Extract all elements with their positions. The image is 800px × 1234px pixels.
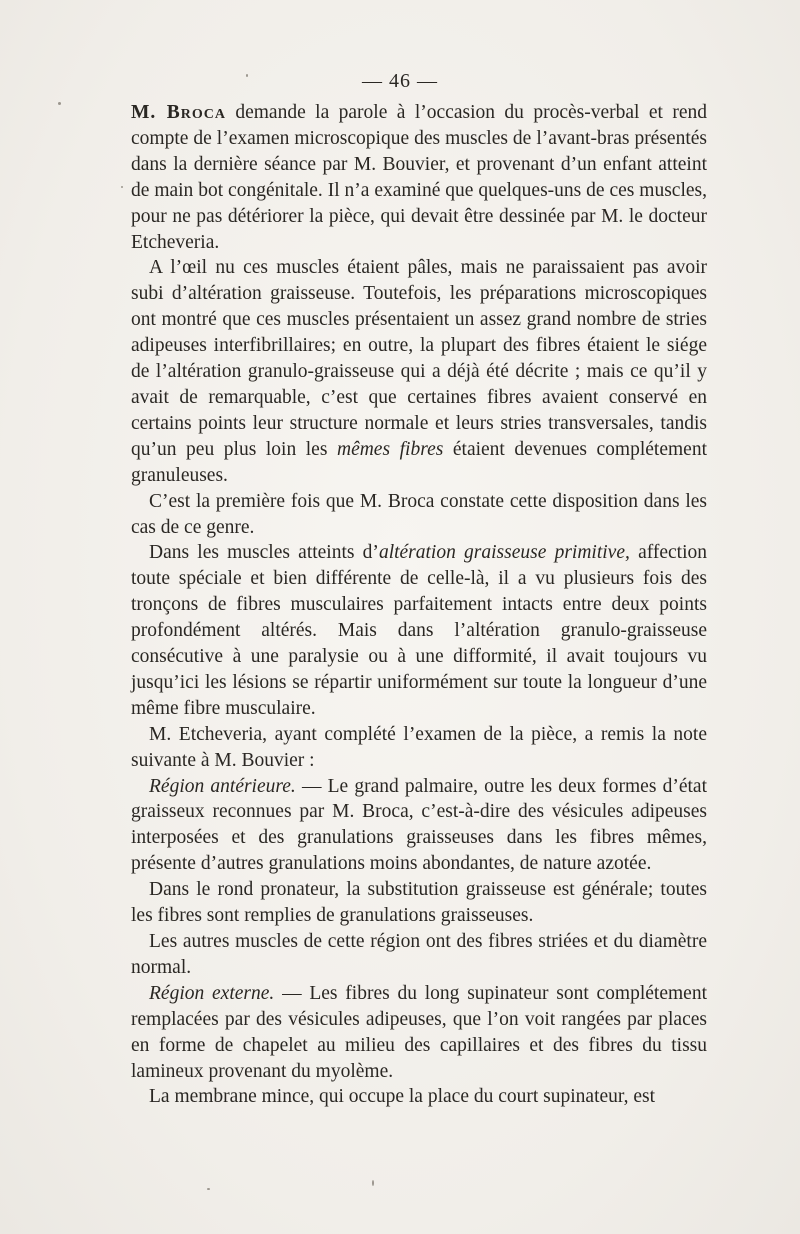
paragraph-text: C’est la première fois que M. Broca constate cette disposition dans les cas de ce genre. [131,490,707,538]
paragraph-text: — Le grand palmaire, outre les deux formes d’état graisseux reconnues par M. Broca, c’est-à-dire des vésicules adipeuses interposées et des granulations graisseuses dans les fibres mêmes, présente d’autres granulations moins abondantes, de nature azotée. [131,775,707,875]
paragraph-primitive-alteration [131,540,707,721]
paper-speck [58,102,61,105]
paragraph-other-muscles [131,929,707,981]
paragraph-text: — Les fibres du long supinateur sont complétement remplacées par des vésicules adipeuses, que l’on voit rangées par places en forme de chapelet au milieu des capillaires et des fibres du tissu lamineux provenant du myolème. [131,982,707,1082]
paragraph-broca-report [131,100,707,255]
paragraph-text: M. Etcheveria, ayant complété l’examen de la pièce, a remis la note suivante à M. Bouvier : [131,723,707,771]
paper-speck [246,74,248,77]
paragraph-etcheveria-note [131,722,707,774]
paragraph-round-pronator [131,877,707,929]
paragraph-text: Les autres muscles de cette région ont des fibres striées et du diamètre normal. [131,931,707,978]
paragraph-text: Dans le rond pronateur, la substitution graisseuse est générale; toutes les fibres sont remplies de granulations graisseuses. [131,879,707,927]
paragraph-text: demande la parole à l’occasion du procès-verbal et rend compte de l’examen microscopique des muscles de l’avant-bras présentés dans la dernière séance par M. Bouvier, et provenant d’un enfant atteint de main bot congénitale. Il n’a examiné que quelques-uns de ces muscles, pour ne pas détériorer la pièce, qui devait être dessinée par M. le docteur Etcheveria. [131,102,707,253]
paragraph-text: étaient devenues complétement granuleuses. [131,438,707,486]
paragraph-external-region [131,981,707,1085]
paper-speck [207,1188,210,1190]
paper-speck [121,186,123,188]
paragraph-text: Dans les muscles atteints d’ [149,542,379,564]
paragraph-text: affection toute spéciale et bien différente de celle-là, il a vu plusieurs fois des tronçons de fibres musculaires parfaitement intacts entre deux points profondément altérés. Mais dans l’altération granulo-graisseuse consécutive à une paralysie ou à une difformité, il avait toujours vu jusqu’ici les lésions se répartir uniformément sur toute la longueur d’une même fibre musculaire. [131,542,708,719]
paragraph-anterior-region [131,774,707,878]
page-number: — 46 — [362,70,438,92]
speaker-name: M. Broca [131,102,226,123]
body-text [131,100,707,1110]
paragraph-thin-membrane [131,1084,707,1110]
emphasis-text: mêmes fibres [336,438,444,460]
paragraph-text: A l’œil nu ces muscles étaient pâles, mais ne paraissaient pas avoir subi d’altération graisseuse. Toutefois, les préparations microscopiques ont montré que ces muscles présentaient un assez grand nombre de stries adipeuses interfibrillaires; en outre, la plupart des fibres étaient le siége de l’altération granulo-graisseuse qui a déjà été décrite ; mais ce qu’il y avait de remarquable, c’est que certaines fibres avaient conservé en certains points leur structure normale et leurs stries transversales, tandis qu’un peu plus loin les [131,257,707,460]
emphasis-text: altération graisseuse primitive, [378,542,630,564]
paragraph-naked-eye [131,255,707,488]
paper-speck [372,1180,374,1186]
section-heading: Région antérieure. [149,775,296,797]
section-heading: Région externe. [149,982,275,1004]
paragraph-text: La membrane mince, qui occupe la place du court supinateur, est [149,1086,656,1108]
paragraph-first-time [131,489,707,541]
